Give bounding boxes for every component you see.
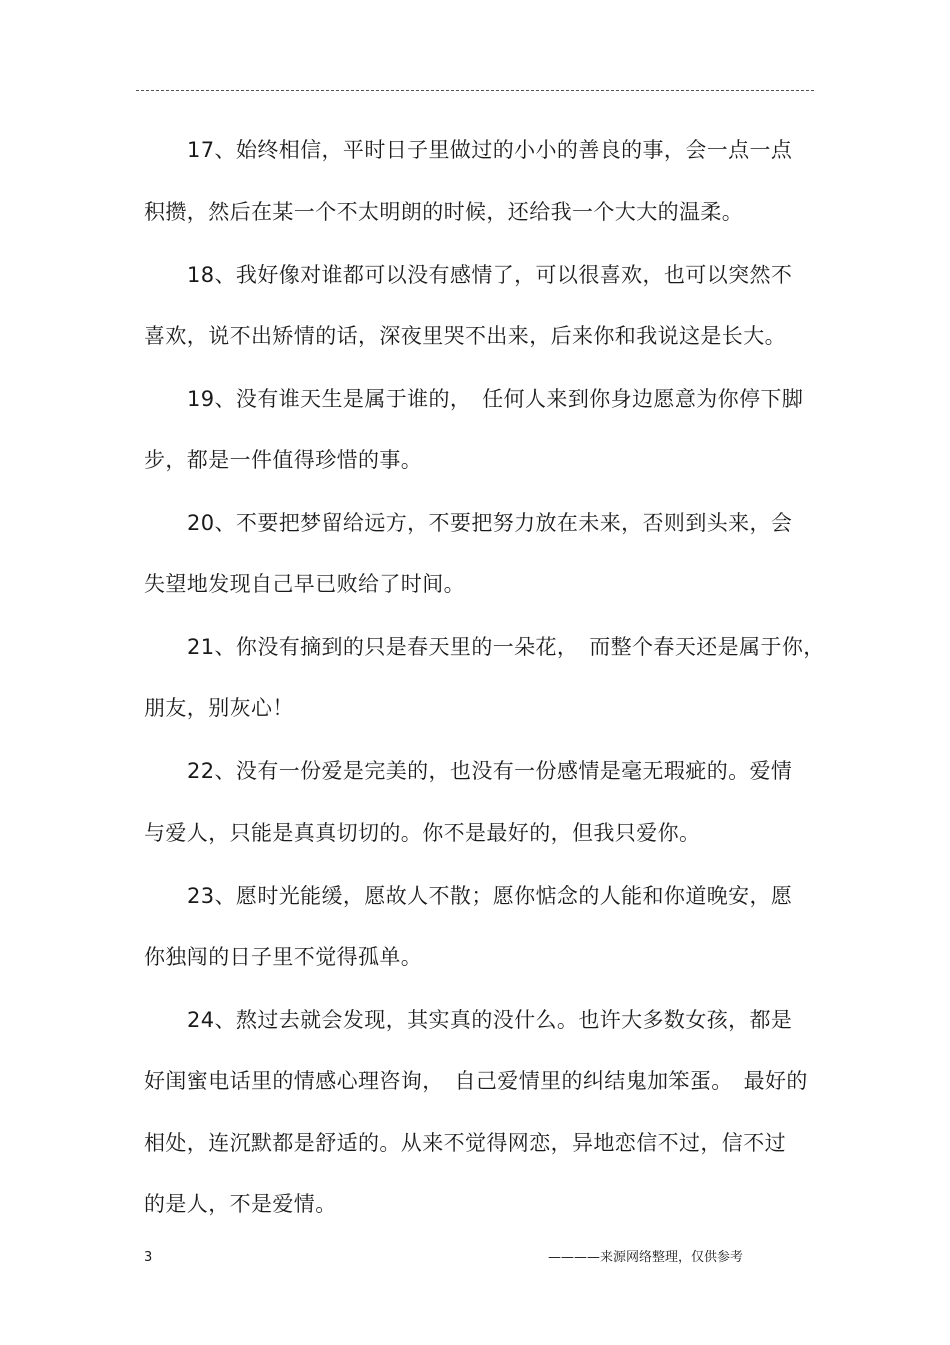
- text-line: 24、熬过去就会发现，其实真的没什么。也许大多数女孩，都是: [187, 1008, 793, 1032]
- page-number: 3: [144, 1250, 153, 1265]
- source-note: ————来源网络整理，仅供参考: [548, 1250, 744, 1265]
- text-line: 20、不要把梦留给远方，不要把努力放在未来，否则到头来，会: [187, 511, 793, 535]
- text-line: 18、我好像对谁都可以没有感情了，可以很喜欢，也可以突然不: [187, 263, 793, 287]
- text-line: 相处，连沉默都是舒适的。从来不觉得网恋，异地恋信不过，信不过: [144, 1131, 786, 1155]
- text-line: 与爱人，只能是真真切切的。你不是最好的，但我只爱你。: [144, 821, 701, 845]
- text-line: 朋友，别灰心！: [144, 696, 294, 720]
- text-line: 好闺蜜电话里的情感心理咨询， 自己爱情里的纠结鬼加笨蛋。 最好的: [144, 1069, 808, 1093]
- text-line: 的是人，不是爱情。: [144, 1192, 337, 1216]
- text-line: 步，都是一件值得珍惜的事。: [144, 448, 423, 472]
- text-line: 23、愿时光能缓，愿故人不散；愿你惦念的人能和你道晚安，愿: [187, 884, 793, 908]
- text-line: 失望地发现自己早已败给了时间。: [144, 572, 465, 596]
- text-line: 21、你没有摘到的只是春天里的一朵花， 而整个春天还是属于你，: [187, 635, 825, 659]
- text-line: 19、没有谁天生是属于谁的， 任何人来到你身边愿意为你停下脚: [187, 387, 804, 411]
- text-line: 22、没有一份爱是完美的，也没有一份感情是毫无瑕疵的。爱情: [187, 759, 793, 783]
- text-line: 积攒，然后在某一个不太明朗的时候，还给我一个大大的温柔。: [144, 200, 744, 224]
- text-line: 17、始终相信，平时日子里做过的小小的善良的事，会一点一点: [187, 138, 793, 162]
- text-line: 喜欢，说不出矫情的话，深夜里哭不出来，后来你和我说这是长大。: [144, 324, 786, 348]
- header-rule: [136, 90, 814, 91]
- text-line: 你独闯的日子里不觉得孤单。: [144, 945, 423, 969]
